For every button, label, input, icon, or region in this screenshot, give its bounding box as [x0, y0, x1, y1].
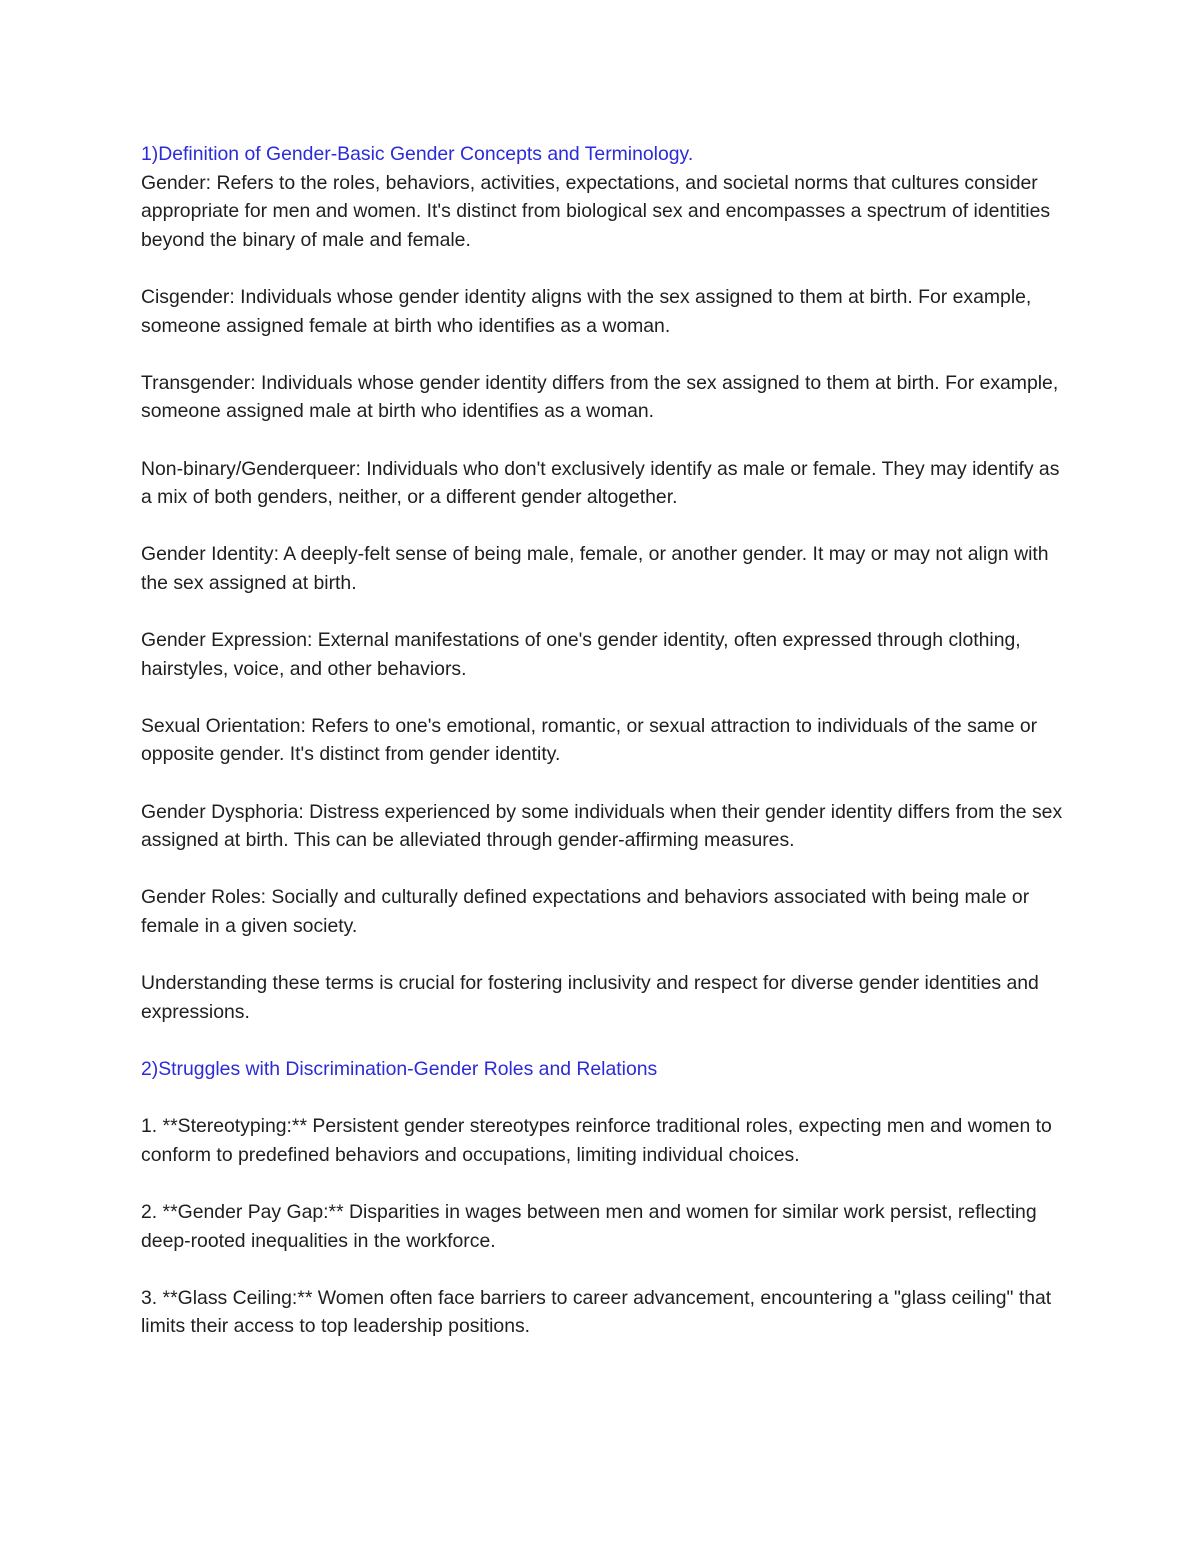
definition-transgender: Transgender: Individuals whose gender identity differs from the sex assigned to them at birth. For example, someone assigned male at birth who identifies as a woman.: [141, 371, 1059, 423]
definition-gender-dysphoria: Gender Dysphoria: Distress experienced by some individuals when their gender identity differs from the sex assigned at birth. This can be alleviated through gender-affirming measures.: [141, 800, 1063, 852]
section-2-heading: 2)Struggles with Discrimination-Gender Roles and Relations: [141, 1058, 658, 1080]
document-body: [141, 140, 1071, 1370]
definition-gender-identity: Gender Identity: A deeply-felt sense of being male, female, or another gender. It may or may not align with the sex assigned at birth.: [141, 543, 1049, 594]
definition-sexual-orientation: Sexual Orientation: Refers to one's emotional, romantic, or sexual attraction to individuals of the same or opposite gender. It's distinct from gender identity.: [141, 714, 1038, 766]
list-item-gender-pay-gap: 2. **Gender Pay Gap:** Disparities in wages between men and women for similar work persist, reflecting deep-rooted inequalities in the workforce.: [141, 1200, 1037, 1252]
section-1-heading: 1)Definition of Gender-Basic Gender Concepts and Terminology.: [141, 143, 694, 165]
definition-non-binary: Non-binary/Genderqueer: Individuals who don't exclusively identify as male or female. They may identify as a mix of both genders, neither, or a different gender altogether.: [141, 457, 1060, 509]
list-item-stereotyping: 1. **Stereotyping:** Persistent gender stereotypes reinforce traditional roles, expecting men and women to conform to predefined behaviors and occupations, limiting individual choices.: [141, 1115, 1052, 1166]
definition-gender-expression: Gender Expression: External manifestations of one's gender identity, often expressed through clothing, hairstyles, voice, and other behaviors.: [141, 629, 1021, 680]
definition-gender-roles: Gender Roles: Socially and culturally defined expectations and behaviors associated with being male or female in a given society.: [141, 886, 1030, 938]
definition-gender: Gender: Refers to the roles, behaviors, activities, expectations, and societal norms that cultures consider appropriate for men and women. It's distinct from biological sex and encompasses a spectrum of identities beyond the binary of male and female.: [141, 171, 1051, 251]
list-item-glass-ceiling: 3. **Glass Ceiling:** Women often face barriers to career advancement, encountering a "glass ceiling" that limits their access to top leadership positions.: [141, 1286, 1052, 1338]
definition-cisgender: Cisgender: Individuals whose gender identity aligns with the sex assigned to them at birth. For example, someone assigned female at birth who identifies as a woman.: [141, 285, 1032, 337]
section-1-conclusion: Understanding these terms is crucial for fostering inclusivity and respect for diverse gender identities and expressions.: [141, 972, 1039, 1023]
